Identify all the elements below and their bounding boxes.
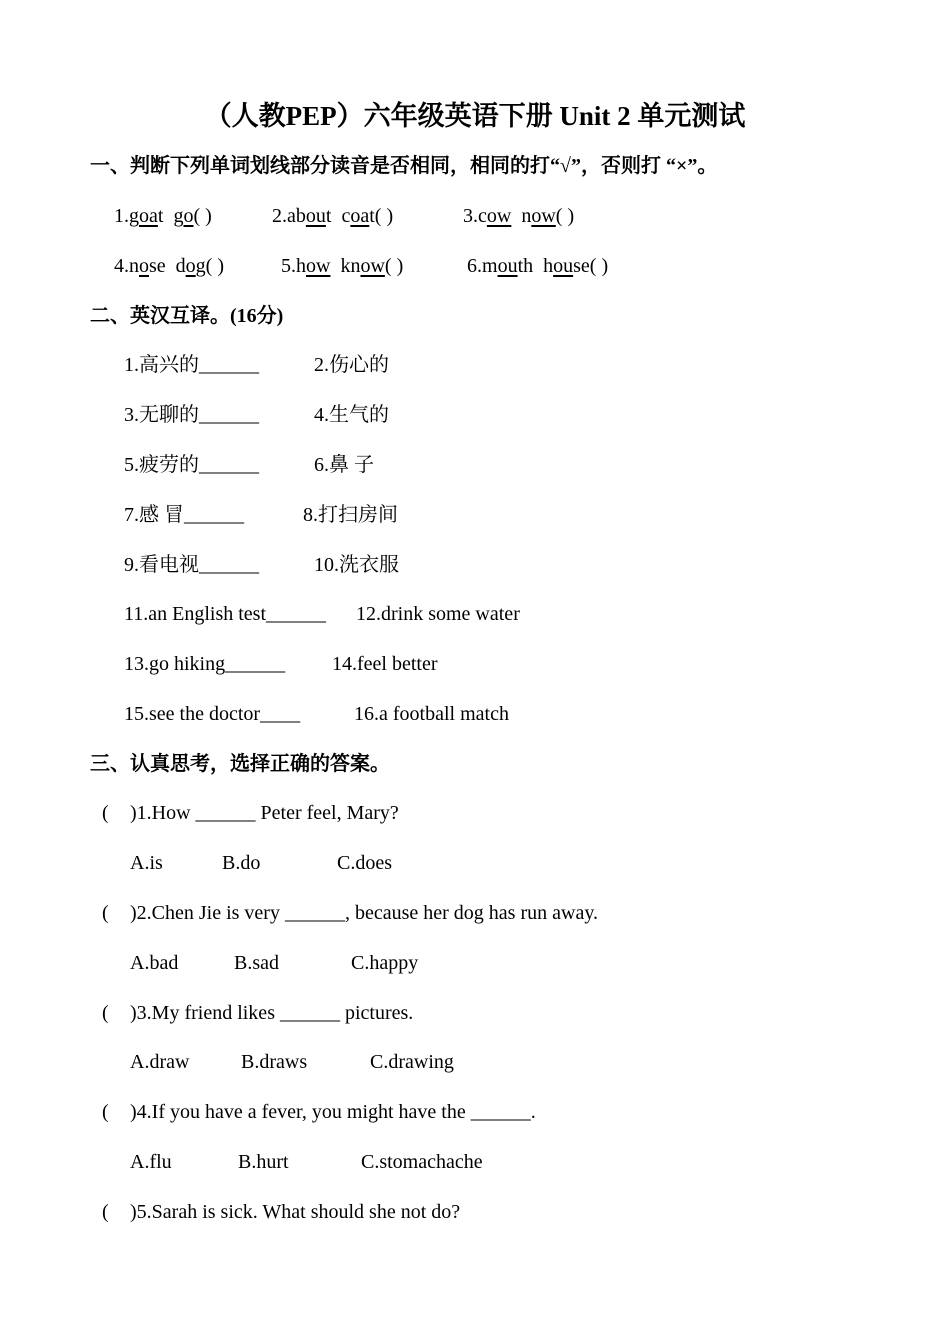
translation-item: 4.生气的 [314,404,389,426]
answer-paren: ( [102,802,109,824]
translation-item: 5.疲劳的______ [124,454,259,476]
option: A.is [130,852,163,874]
answer-blank: ( ) [193,205,212,227]
option: B.sad [234,952,279,974]
option: A.bad [130,952,179,974]
option: A.draw [130,1051,190,1073]
underlined-sound: o [185,255,196,277]
underlined-sound: ou [305,205,326,227]
question-text: )3.My friend likes ______ pictures. [130,1002,414,1024]
translation-item: 13.go hiking______ [124,653,286,675]
answer-blank: ( ) [555,205,575,227]
translation-item: 6.鼻 子 [314,454,374,476]
answer-blank: ( ) [374,205,394,227]
section-3-heading: 三、认真思考，选择正确的答案。 [90,753,390,775]
phonics-item: 4.nose dog( ) [114,255,224,277]
phonics-item: 1.goat go( ) [114,205,212,227]
phonics-item: 6.mouth house( ) [467,255,609,277]
question-text: )1.How ______ Peter feel, Mary? [130,802,399,824]
option: A.flu [130,1151,172,1173]
translation-item: 8.打扫房间 [303,504,398,526]
answer-blank: ( ) [205,255,224,277]
translation-item: 16.a football match [354,703,509,725]
question-text: )5.Sarah is sick. What should she not do? [130,1201,461,1223]
underlined-sound: o [183,205,194,227]
translation-item: 2.伤心的 [314,354,389,376]
underlined-sound: oa [350,205,370,227]
section-1-heading: 一、判断下列单词划线部分读音是否相同，相同的打“√”，否则打 “×”。 [90,155,718,177]
translation-item: 10.洗衣服 [314,554,399,576]
option: B.hurt [238,1151,289,1173]
option: C.does [337,852,392,874]
section-2-heading: 二、英汉互译。(16分) [90,305,284,327]
option: B.draws [241,1051,308,1073]
option: C.stomachache [361,1151,483,1173]
underlined-sound: o [139,255,149,277]
translation-item: 1.高兴的______ [124,354,259,376]
underlined-sound: ow [486,205,512,227]
option: B.do [222,852,261,874]
answer-paren: ( [102,1201,109,1223]
translation-item: 15.see the doctor____ [124,703,301,725]
option: C.drawing [370,1051,454,1073]
underlined-sound: ou [553,255,574,277]
answer-paren: ( [102,1101,109,1123]
translation-item: 7.感 冒______ [124,504,244,526]
underlined-sound: ow [531,205,556,227]
phonics-item: 5.how know( ) [281,255,404,277]
translation-item: 12.drink some water [356,603,520,625]
answer-blank: ( ) [384,255,404,277]
underlined-sound: ou [497,255,518,277]
translation-item: 9.看电视______ [124,554,259,576]
phonics-item: 3.cow now( ) [463,205,575,227]
underlined-sound: ow [360,255,385,277]
translation-item: 3.无聊的______ [124,404,259,426]
question-text: )2.Chen Jie is very ______, because her dog has run away. [130,902,599,924]
option: C.happy [351,952,419,974]
answer-paren: ( [102,1002,109,1024]
answer-paren: ( [102,902,109,924]
underlined-sound: oa [139,205,158,227]
phonics-item: 2.about coat( ) [272,205,394,227]
underlined-sound: ow [306,255,331,277]
translation-item: 11.an English test______ [124,603,327,625]
translation-item: 14.feel better [332,653,438,675]
question-text: )4.If you have a fever, you might have the ______. [130,1101,536,1123]
answer-blank: ( ) [589,255,609,277]
page-title: （人教PEP）六年级英语下册 Unit 2 单元测试 [204,101,746,131]
